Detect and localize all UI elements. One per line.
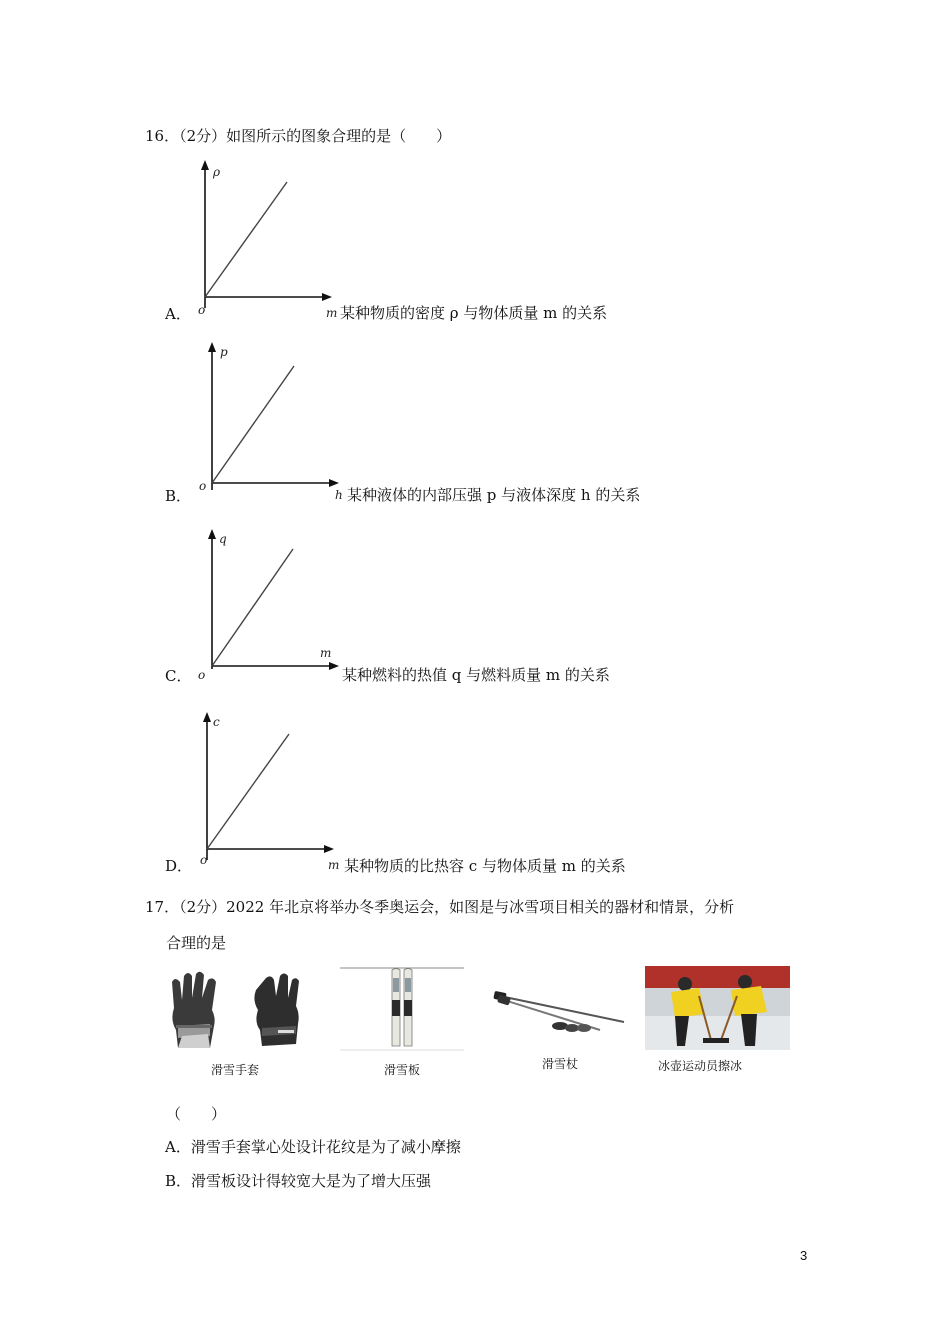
skis-figure (340, 966, 464, 1080)
option-a-text: 某种物质的密度 ρ 与物体质量 m 的关系 (340, 304, 608, 322)
q17-option-b (165, 1171, 431, 1191)
option-b-text: 某种液体的内部压强 p 与液体深度 h 的关系 (347, 486, 641, 504)
option-d-text: 某种物质的比热容 c 与物体质量 m 的关系 (344, 857, 626, 875)
q17-option-b-letter: B． (165, 1172, 192, 1190)
option-b-letter: B． (165, 487, 192, 505)
graph-a-x-label: m (326, 306, 338, 320)
curling-athletes-image (645, 966, 790, 1050)
question-17-stem-line1: 17．（2分）2022 年北京将举办冬季奥运会，如图是与冰雪项目相关的器材和情景，分析 (145, 898, 735, 916)
page-number: 3 (800, 1248, 808, 1263)
option-c-text: 某种燃料的热值 q 与燃料质量 m 的关系 (342, 666, 610, 684)
skis-caption: 滑雪板 (383, 1063, 420, 1077)
graph-b-line (212, 366, 294, 483)
q17-option-b-text: 滑雪板设计得较宽大是为了增大压强 (191, 1172, 432, 1190)
option-a-letter: A． (165, 305, 191, 323)
graph-d (192, 710, 352, 875)
option-d-letter: D． (165, 857, 193, 875)
q17-option-a-letter: A． (165, 1138, 191, 1156)
graph-c-origin: o (198, 668, 206, 682)
skis-image (340, 966, 464, 1052)
graph-a-y-label: ρ (213, 165, 221, 179)
ski-gloves-image (166, 970, 304, 1052)
ski-gloves-figure (166, 970, 304, 1080)
graph-d-x-label: m (328, 858, 340, 872)
q17-option-a-text: 滑雪手套掌心处设计花纹是为了减小摩擦 (190, 1138, 461, 1156)
graph-b (195, 340, 355, 505)
graph-d-origin: o (200, 853, 208, 867)
graph-a-line (205, 182, 287, 297)
graph-c-x-label: m (320, 646, 332, 660)
ski-poles-caption: 滑雪杖 (541, 1057, 578, 1071)
graph-d-line (207, 734, 289, 849)
curling-caption: 冰壶运动员擦冰 (657, 1059, 742, 1073)
graph-c-y-label: q (219, 532, 227, 546)
graph-b-y-label: p (220, 345, 228, 359)
ski-poles-image (490, 990, 630, 1040)
question-17-answer-blank: （ ） (166, 1105, 227, 1123)
graph-d-y-label: c (213, 715, 220, 729)
graph-a (190, 158, 350, 323)
question-17-stem-line2: 合理的是 (166, 934, 227, 952)
question-16-stem: 16．（2分）如图所示的图象合理的是（ ） (145, 127, 452, 145)
graph-b-x-label: h (335, 488, 343, 502)
graph-c (195, 527, 355, 692)
graph-c-line (212, 549, 293, 666)
option-c-letter: C． (165, 667, 192, 685)
ski-poles-figure (490, 990, 630, 1080)
ski-gloves-caption: 滑雪手套 (210, 1063, 259, 1077)
curling-figure (645, 966, 790, 1080)
q17-option-a (165, 1137, 461, 1157)
graph-b-origin: o (199, 479, 207, 493)
graph-a-origin: o (198, 303, 206, 317)
